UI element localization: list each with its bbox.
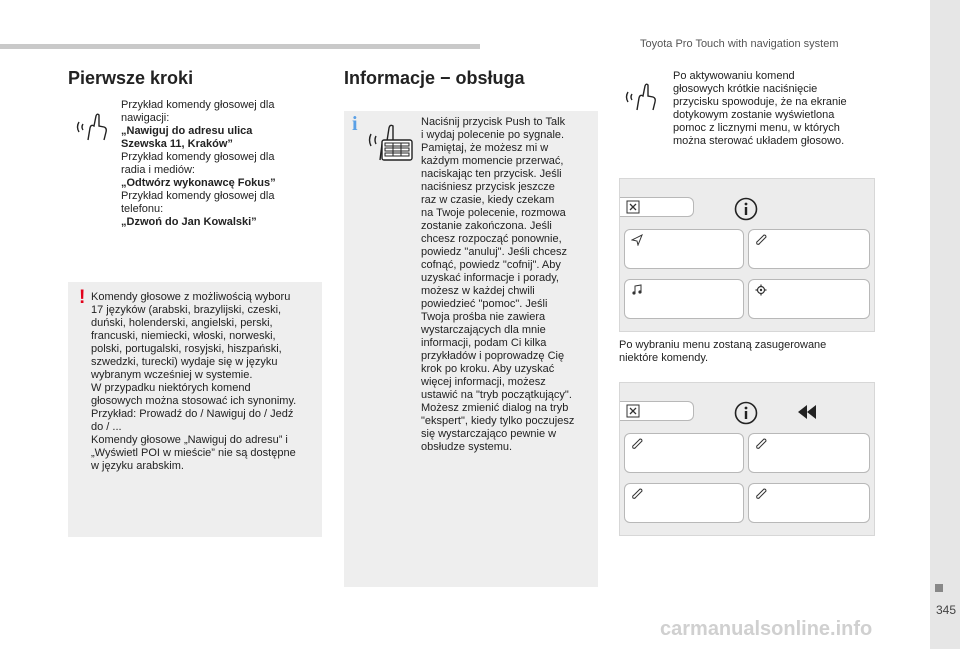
text-line: Naciśnij przycisk Push to Talk [421,116,566,128]
text-line: Twoja prośba nie zawiera [421,311,546,323]
info-icon[interactable] [734,401,758,430]
text-line: „Nawiguj do adresu ulica [121,125,253,137]
header-rule [0,44,480,49]
music-icon [631,284,643,299]
text-line: cofnąć, powiedz "cofnij". Aby [421,259,561,271]
header-title: Toyota Pro Touch with navigation system [640,38,839,50]
tile-phone[interactable] [748,229,870,269]
info-text [421,116,596,454]
text-line: na Twoje polecenie, rozmowa [421,207,566,219]
text-line: każdym momencie przerwać, [421,155,564,167]
close-icon [626,404,640,423]
text-line: powiedzieć "pomoc". Jeśli [421,298,548,310]
close-tab[interactable] [620,197,694,217]
text-line: obsłudze systemu. [421,441,513,453]
text-line: można sterować układem głosowo. [673,135,845,147]
text-line: Po wybraniu menu zostaną zasugerowane [619,339,827,351]
text-line: krok po kroku. Aby uzyskać [421,363,555,375]
page-number: 345 [935,603,956,617]
text-line: i wydaj polecenie po sygnale. [421,129,565,141]
text-line: duński, holenderski, angielski, perski, [91,317,273,329]
text-line: W przypadku niektórych komend [91,382,251,394]
text-line: wystarczających dla mnie [421,324,546,336]
text-line: możesz w każdej chwili [421,285,535,297]
help-screen-main-menu [619,178,875,332]
text-line: Przykład komendy głosowej dla [121,99,275,111]
text-line: informacji, podam Ci kilka [421,337,547,349]
text-line: więcej informacji, możesz [421,376,546,388]
phone-icon [755,488,767,503]
close-icon [626,200,640,219]
info-mark-icon: i [352,113,358,135]
text-line: Po aktywowaniu komend [673,70,795,82]
text-line: się wystarczająco pewnie w [421,428,557,440]
close-tab[interactable] [620,401,694,421]
voice-command-icon [625,80,659,114]
text-line: nawigacji: [121,112,170,124]
info-icon[interactable] [734,197,758,226]
voice-command-icon [76,110,110,144]
text-line: zostanie zakończona. Jeśli [421,220,552,232]
text-line: 17 języków (arabski, brazylijski, czeski, [91,304,282,316]
text-line: Komendy głosowe z możliwością wyboru [91,291,291,303]
text-line: "ekspert", kiedy tylko poczujesz [421,415,575,427]
phone-icon [755,234,767,249]
back-icon[interactable] [796,403,818,426]
text-line: wybranym wcześniej w systemie. [91,369,253,381]
section-title-first-steps: Pierwsze kroki [68,68,194,88]
text-line: chcesz rozpocząć ponownie, [421,233,562,245]
text-line: radia i mediów: [121,164,195,176]
section-title-info: Informacje − obsługa [344,68,525,88]
text-line: przykładów i poprowadzę Cię [421,350,565,362]
text-line: powiedz "anuluj". Jeśli chcesz [421,246,567,258]
text-line: Przykład: Prowadź do / Nawiguj do / Jedź [91,408,294,420]
menu-caption [619,339,879,365]
tile-command-1[interactable] [624,433,744,473]
text-line: ustawić na "tryb początkujący". [421,389,572,401]
activation-text [673,70,873,148]
navigation-icon [631,234,643,249]
phone-icon [631,438,643,453]
text-line: „Odtwórz wykonawcę Fokus” [121,177,276,189]
text-line: przycisku spowoduje, że na ekranie [673,96,847,108]
phone-icon [755,438,767,453]
settings-icon [755,284,767,299]
text-line: Możesz zmienić dialog na tryb [421,402,569,414]
text-line: dotykowym zostanie wyświetlona [673,109,835,121]
text-line: Przykład komendy głosowej dla [121,151,275,163]
side-strip [930,0,960,649]
tile-media[interactable] [624,279,744,319]
text-line: „Dzwoń do Jan Kowalski” [121,216,257,228]
text-line: do / ... [91,421,122,433]
text-line: telefonu: [121,203,164,215]
warning-icon: ! [79,287,86,308]
watermark: carmanualsonline.info [660,618,873,640]
text-line: pomoc z licznymi menu, w których [673,122,840,134]
text-line: Szewska 11, Kraków” [121,138,233,150]
text-line: Przykład komendy głosowej dla [121,190,275,202]
tile-command-4[interactable] [748,483,870,523]
tile-settings[interactable] [748,279,870,319]
page-marker [935,584,943,592]
text-line: Pamiętaj, że możesz mi w [421,142,549,154]
text-line: naciśniesz przycisk jeszcze [421,181,555,193]
tile-command-2[interactable] [748,433,870,473]
text-line: Komendy głosowe „Nawiguj do adresu” i [91,434,288,446]
voice-command-examples [121,99,311,229]
phone-icon [631,488,643,503]
text-line: raz w czasie, kiedy czekam [421,194,555,206]
text-line: w języku arabskim. [91,460,184,472]
text-line: francuski, niemiecki, włoski, norweski, [91,330,276,342]
text-line: polski, portugalski, rosyjski, hiszpański, [91,343,282,355]
text-line: głosowych można stosować ich synonimy. [91,395,297,407]
text-line: uzyskać informacje i porady, [421,272,559,284]
tile-command-3[interactable] [624,483,744,523]
help-screen-submenu [619,382,875,536]
text-line: „Wyświetl POI w mieście” nie są dostępne [91,447,296,459]
tile-navigation[interactable] [624,229,744,269]
push-to-talk-icon [368,120,416,164]
warning-text [91,291,321,473]
text-line: naciskając ten przycisk. Jeśli [421,168,562,180]
text-line: szwedzki, turecki) wydaje się w języku [91,356,278,368]
text-line: głosowych krótkie naciśnięcie [673,83,818,95]
text-line: niektóre komendy. [619,352,709,364]
